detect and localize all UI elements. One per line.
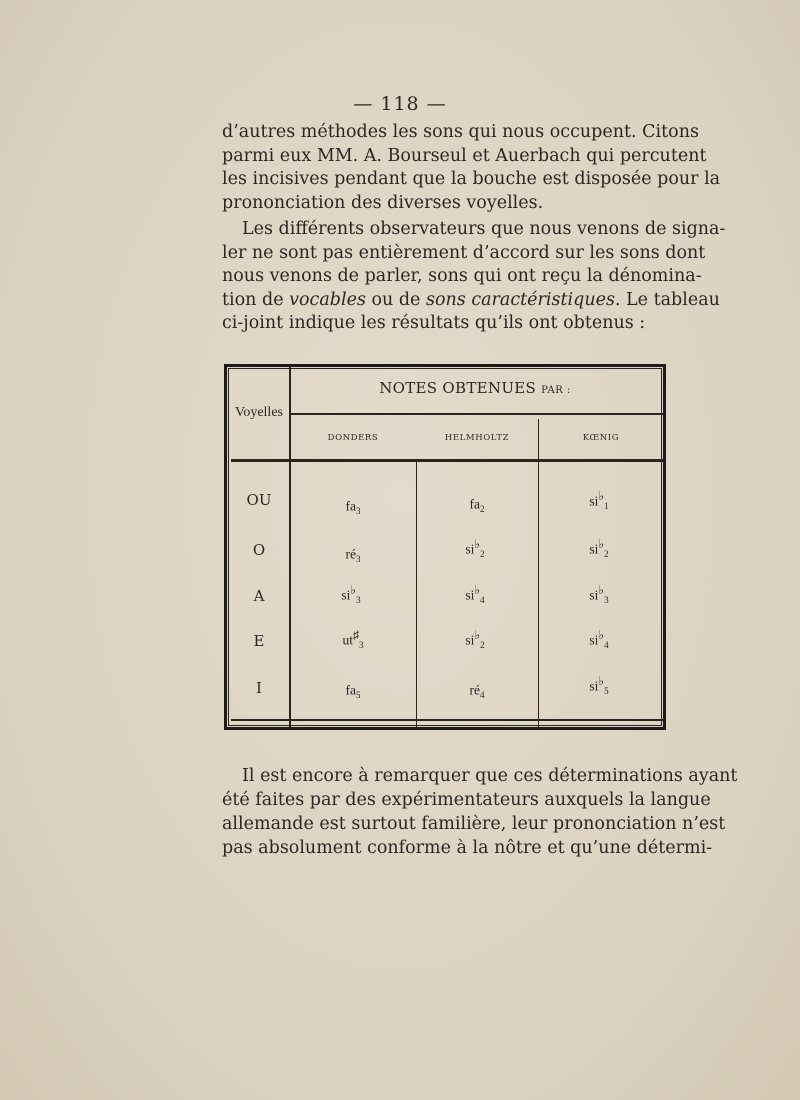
term-vocables: vocables xyxy=(289,289,366,310)
paragraph-1 xyxy=(222,121,721,215)
text-line xyxy=(222,289,720,313)
header-main-text: NOTES OBTENUES xyxy=(379,379,537,397)
text-fragment: ou de xyxy=(365,289,426,310)
note-cell xyxy=(549,628,649,650)
accidental: ♭ xyxy=(350,583,357,597)
octave: 4 xyxy=(480,595,485,606)
note-name: si xyxy=(589,541,599,557)
note-name: ré xyxy=(469,682,480,698)
note-cell xyxy=(303,628,403,650)
accidental: ♭ xyxy=(598,583,605,597)
octave: 1 xyxy=(604,501,609,512)
note-name: fa xyxy=(469,496,480,512)
accidental: ♭ xyxy=(474,628,481,642)
column-rule xyxy=(416,459,417,727)
text-line: Il est encore à remarquer que ces déterminations ayant xyxy=(242,766,738,786)
note-cell xyxy=(425,537,525,559)
octave: 3 xyxy=(356,595,361,606)
octave: 5 xyxy=(356,690,361,701)
octave: 2 xyxy=(604,549,609,560)
octave: 2 xyxy=(480,549,485,560)
note-cell xyxy=(427,678,527,700)
note-cell xyxy=(549,583,649,605)
text-line: d’autres méthodes les sons qui nous occupent. Citons xyxy=(222,122,699,142)
note-cell xyxy=(549,489,649,511)
text-line: ler ne sont pas entièrement d’accord sur les sons dont xyxy=(222,242,706,263)
column-header-koenig: KŒNIG xyxy=(582,433,620,443)
octave: 3 xyxy=(359,640,364,651)
note-name: si xyxy=(465,632,475,648)
text-line: ci-joint indique les résultats qu’ils ont obtenus : xyxy=(222,313,646,333)
column-rule xyxy=(289,367,291,727)
text-line: les incisives pendant que la bouche est disposée pour la xyxy=(222,169,721,189)
header-small-text: PAR : xyxy=(541,385,571,396)
row-label-ou: OU xyxy=(246,491,272,509)
octave: 2 xyxy=(480,640,485,651)
text-line: prononciation des diverses voyelles. xyxy=(222,192,544,213)
accidental: ♭ xyxy=(598,537,605,551)
note-cell xyxy=(303,678,403,700)
paragraph-2 xyxy=(222,218,726,336)
octave: 3 xyxy=(356,506,361,517)
accidental: ♯ xyxy=(353,628,359,642)
note-name: si xyxy=(589,493,599,509)
text-line: pas absolument conforme à la nôtre et qu’une détermi- xyxy=(222,838,713,858)
note-cell xyxy=(425,628,525,650)
row-label-a: A xyxy=(253,587,265,605)
text-line: allemande est surtout familière, leur prononciation n’est xyxy=(222,814,726,834)
paragraph-3 xyxy=(222,764,738,860)
text-line: parmi eux MM. A. Bourseul et Auerbach qui percutent xyxy=(222,145,707,166)
row-label-i: I xyxy=(256,679,262,697)
octave: 5 xyxy=(604,686,609,697)
text-fragment: tion de xyxy=(222,289,290,310)
note-name: ut xyxy=(342,632,353,648)
accidental: ♭ xyxy=(598,489,605,503)
note-name: si xyxy=(589,678,599,694)
note-cell xyxy=(427,492,527,514)
note-name: si xyxy=(589,632,599,648)
text-line: Les différents observateurs que nous venons de signa- xyxy=(242,219,726,239)
note-name: fa xyxy=(345,498,356,514)
term-sons-caracteristiques: sons caractéristiques xyxy=(425,289,615,310)
text-line: été faites par des expérimentateurs auxquels la langue xyxy=(222,790,711,810)
note-cell xyxy=(549,674,649,696)
octave: 3 xyxy=(604,595,609,606)
note-name: ré xyxy=(345,546,356,562)
note-name: fa xyxy=(345,682,356,698)
column-header-donders: DONDERS xyxy=(327,433,379,443)
accidental: ♭ xyxy=(474,537,481,551)
column-rule xyxy=(538,419,539,727)
accidental: ♭ xyxy=(474,583,481,597)
note-name: si xyxy=(589,587,599,603)
octave: 4 xyxy=(480,690,485,701)
note-cell xyxy=(303,494,403,516)
octave: 4 xyxy=(604,640,609,651)
accidental: ♭ xyxy=(598,628,605,642)
accidental: ♭ xyxy=(598,674,605,688)
octave: 3 xyxy=(356,554,361,565)
row-label-e: E xyxy=(253,632,265,650)
note-cell xyxy=(301,583,401,605)
text-line: nous venons de parler, sons qui ont reçu la dénomina- xyxy=(222,266,702,286)
column-header-helmholtz: HELMHOLTZ xyxy=(444,433,510,443)
note-cell xyxy=(425,583,525,605)
table-header-voyelles: Voyelles xyxy=(235,405,283,420)
vowel-notes-table xyxy=(224,364,666,730)
note-name: si xyxy=(465,541,475,557)
note-cell xyxy=(549,537,649,559)
bottom-rule xyxy=(231,719,663,721)
table-header-notes xyxy=(295,379,655,397)
page-number: — 118 — xyxy=(353,93,447,115)
note-name: si xyxy=(465,587,475,603)
octave: 2 xyxy=(480,504,485,515)
header-rule xyxy=(231,459,663,462)
note-name: si xyxy=(341,587,351,603)
text-fragment: . Le tableau xyxy=(614,289,720,310)
note-cell xyxy=(303,542,403,564)
row-label-o: O xyxy=(252,541,266,559)
header-rule xyxy=(289,413,663,415)
